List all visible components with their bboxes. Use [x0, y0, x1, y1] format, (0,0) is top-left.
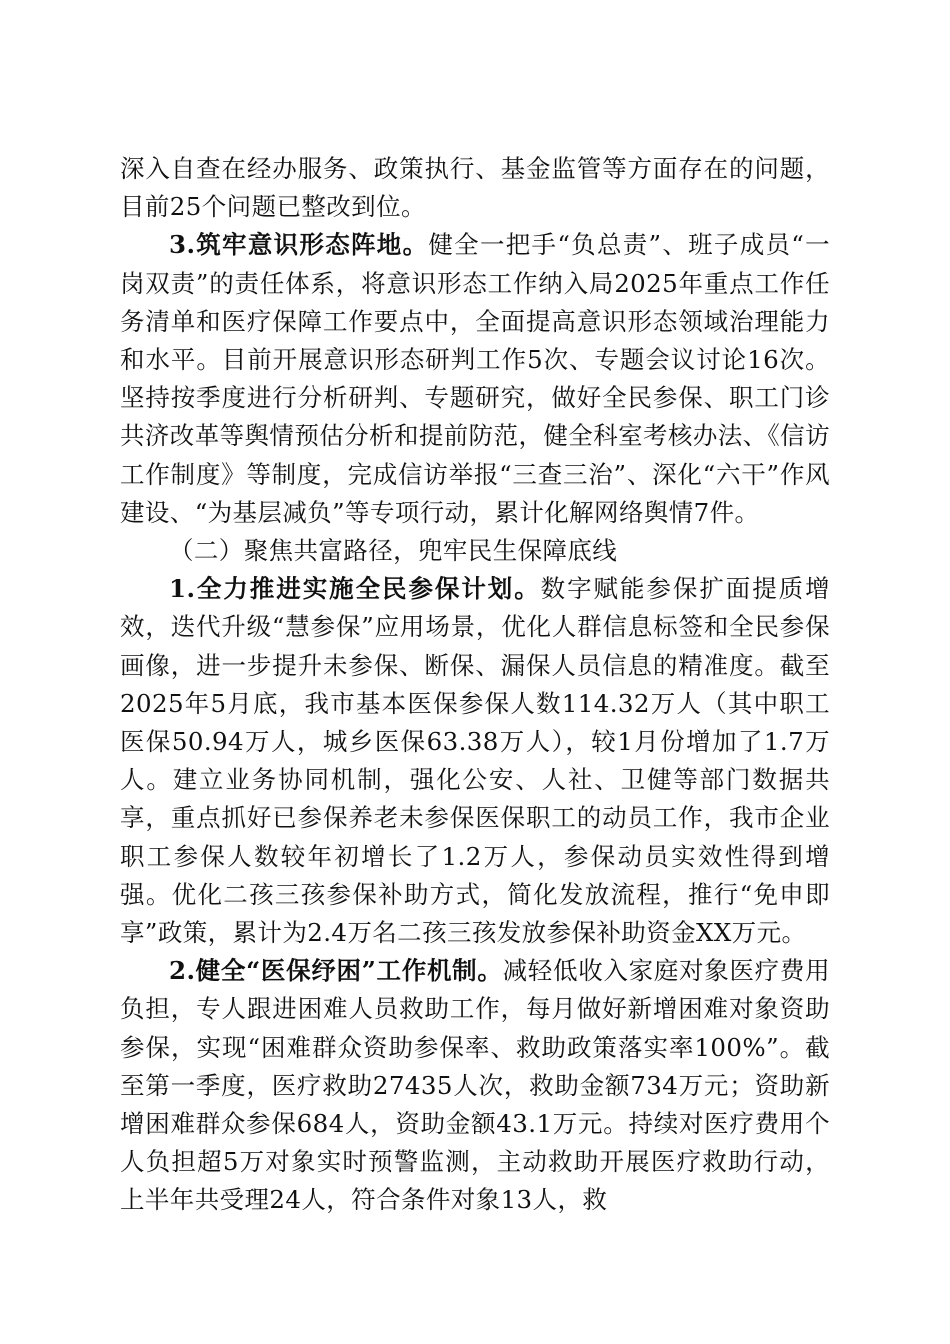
paragraph-text: 健全一把手“负总责”、班子成员“一岗双责”的责任体系，将意识形态工作纳入局2025年重点工作任务清单和医疗保障工作要点中，全面提高意识形态领域治理能力和水平。目前开展意识形态研判工作5次、专题会议讨论16次。坚持按季度进行分析研判、专题研究，做好全民参保、职工门诊共济改革等舆情预估分析和提前防范，健全科室考核办法、《信访工作制度》等制度，完成信访举报“三查三治”、深化“六干”作风建设、“为基层减负”等专项行动，累计化解网络舆情7件。	[120, 230, 831, 527]
section-heading: （二）聚焦共富路径，兜牢民生保障底线	[169, 536, 618, 566]
paragraph-text: 数字赋能参保扩面提质增效，迭代升级“慧参保”应用场景，优化人群信息标签和全民参保画像，进一步提升未参保、断保、漏保人员信息的精准度。截至2025年5月底，我市基本医保参保人数114.32万人（其中职工医保50.94万人，城乡医保63.38万人），较1月份增加了1.7万人。建立业务协同机制，强化公安、人社、卫健等部门数据共享，重点抓好已参保养老未参保医保职工的动员工作，我市企业职工参保人数较年初增长了1.2万人，参保动员实效性得到增强。优化二孩三孩参保补助方式，简化发放流程，推行“免申即享”政策，累计为2.4万名二孩三孩发放参保补助资金XX万元。	[120, 574, 830, 948]
paragraph-relief-mechanism	[120, 952, 830, 1219]
paragraph-lead-heading: 2.健全“医保纾困”工作机制。	[169, 956, 503, 986]
paragraph-lead-heading: 1.全力推进实施全民参保计划。	[169, 574, 541, 604]
paragraph-continuation: 深入自查在经办服务、政策执行、基金监管等方面存在的问题，目前25个问题已整改到位。	[120, 154, 830, 222]
paragraph-text: 减轻低收入家庭对象医疗费用负担，专人跟进困难人员救助工作，每月做好新增困难对象资助参保，实现“困难群众资助参保率、救助政策落实率100%”。截至第一季度，医疗救助27435人次，救助金额734万元；资助新增困难群众参保684人，资助金额43.1万元。持续对医疗费用个人负担超5万对象实时预警监测，主动救助开展医疗救助行动，上半年共受理24人，符合条件对象13人，救	[120, 956, 830, 1215]
paragraph-insurance-plan	[120, 570, 830, 952]
paragraph-ideology	[120, 226, 830, 532]
paragraph-lead-heading: 3.筑牢意识形态阵地。	[169, 230, 429, 260]
document-body	[120, 150, 830, 1220]
